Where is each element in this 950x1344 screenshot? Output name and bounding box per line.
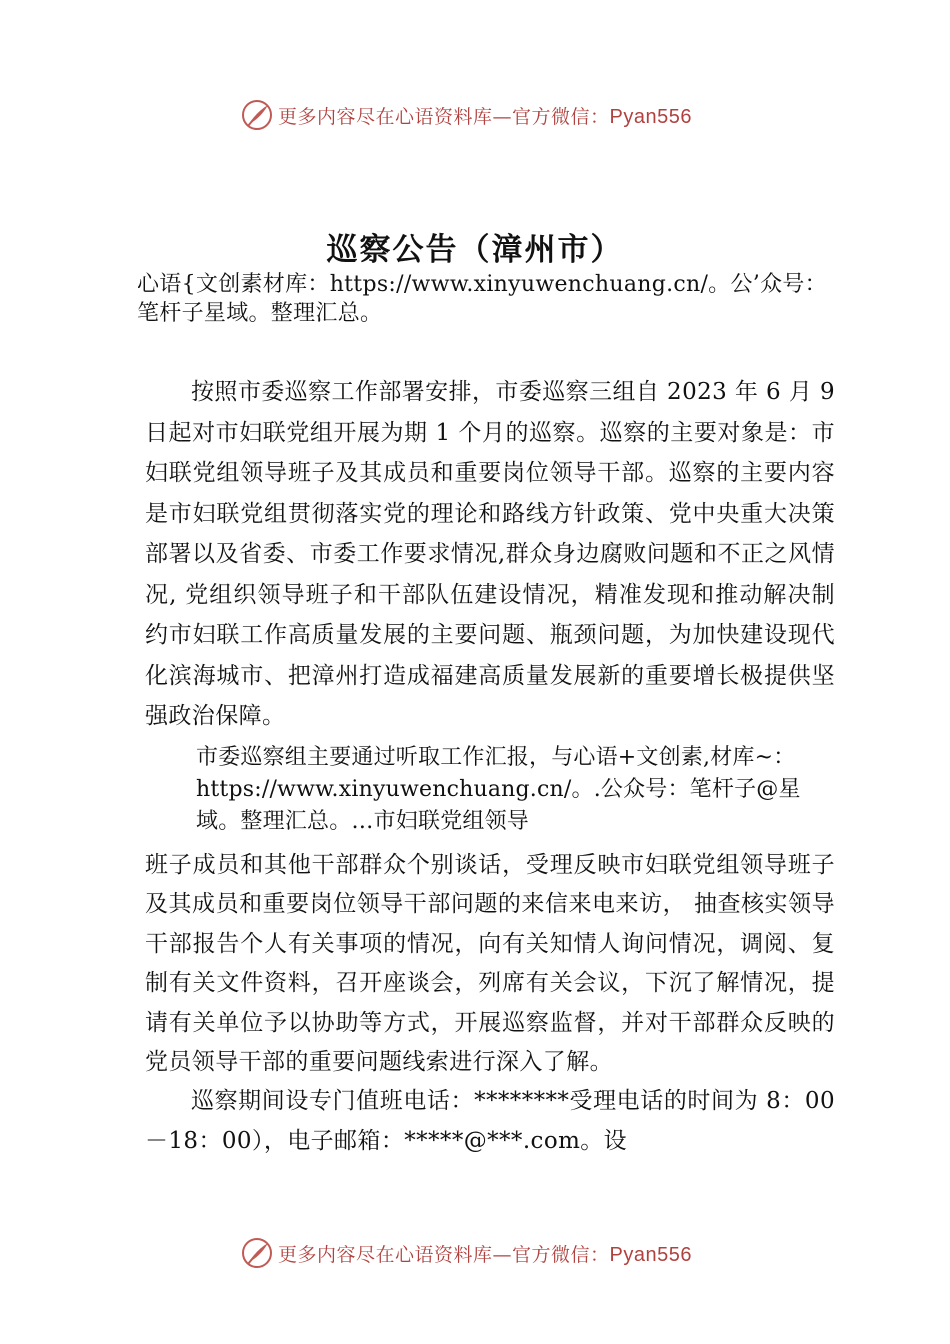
body-section-1 — [145, 372, 835, 737]
header-banner — [240, 95, 760, 135]
wechat-id: Pyan556 — [609, 1243, 692, 1266]
page-title: 巡察公告（漳州市） — [326, 232, 624, 268]
source-line: 心语{文创素材库：https://www.xinyuwenchuang.cn/。公’众号：笔杆子星域。整理汇总。 — [137, 272, 827, 326]
quill-logo-icon — [240, 1236, 274, 1270]
wechat-id: Pyan556 — [609, 105, 692, 128]
paragraph-1: 按照市委巡察工作部署安排，市委巡察三组自 2023 年 6 月 9 日起对市妇联党组开展为期 1 个月的巡察。巡察的主要对象是：市妇联党组领导班子及其成员和重要岗位领导干部。巡察的主要内容是市妇联党组贯彻落实党的理论和路线方针政策、党中央重大决策部署以及省委、市委工作要求情况,群众身边腐败问题和不正之风情况, 党组织领导班子和干部队伍建设情况，精准发现和推动解决制约市妇联工作高质量发展的主要问题、瓶颈问题，为加快建设现代化滨海城市、把漳州打造成福建高质量发展新的重要增长极提供坚强政治保障。 — [145, 379, 835, 729]
banner-text: 更多内容尽在心语资料库—官方微信：Pyan556 — [278, 1243, 692, 1266]
paragraph-3: 巡察期间设专门值班电话：********受理电话的时间为 8：00－18：00），电子邮箱：*****@***.com。设 — [145, 1088, 835, 1154]
banner-text: 更多内容尽在心语资料库—官方微信：Pyan556 — [278, 105, 692, 128]
footer-banner — [240, 1233, 760, 1273]
inserted-note: 市委巡察组主要通过听取工作汇报，与心语+文创素,材库~：https://www.xinyuwenchuang.cn/。.公众号：笔杆子@星域。整理汇总。…市妇联党组领导 — [196, 745, 801, 834]
quill-logo-icon — [240, 98, 274, 132]
paragraph-2: 班子成员和其他干部群众个别谈话，受理反映市妇联党组领导班子及其成员和重要岗位领导干部问题的来信来电来访， 抽查核实领导干部报告个人有关事项的情况，向有关知情人询问情况，调阅、复制有关文件资料，召开座谈会，列席有关会议，下沉了解情况，提请有关单位予以协助等方式，开展巡察监督，并对干部群众反映的党员领导干部的重要问题线索进行深入了解。 — [145, 852, 835, 1076]
body-section-2 — [145, 846, 835, 1161]
